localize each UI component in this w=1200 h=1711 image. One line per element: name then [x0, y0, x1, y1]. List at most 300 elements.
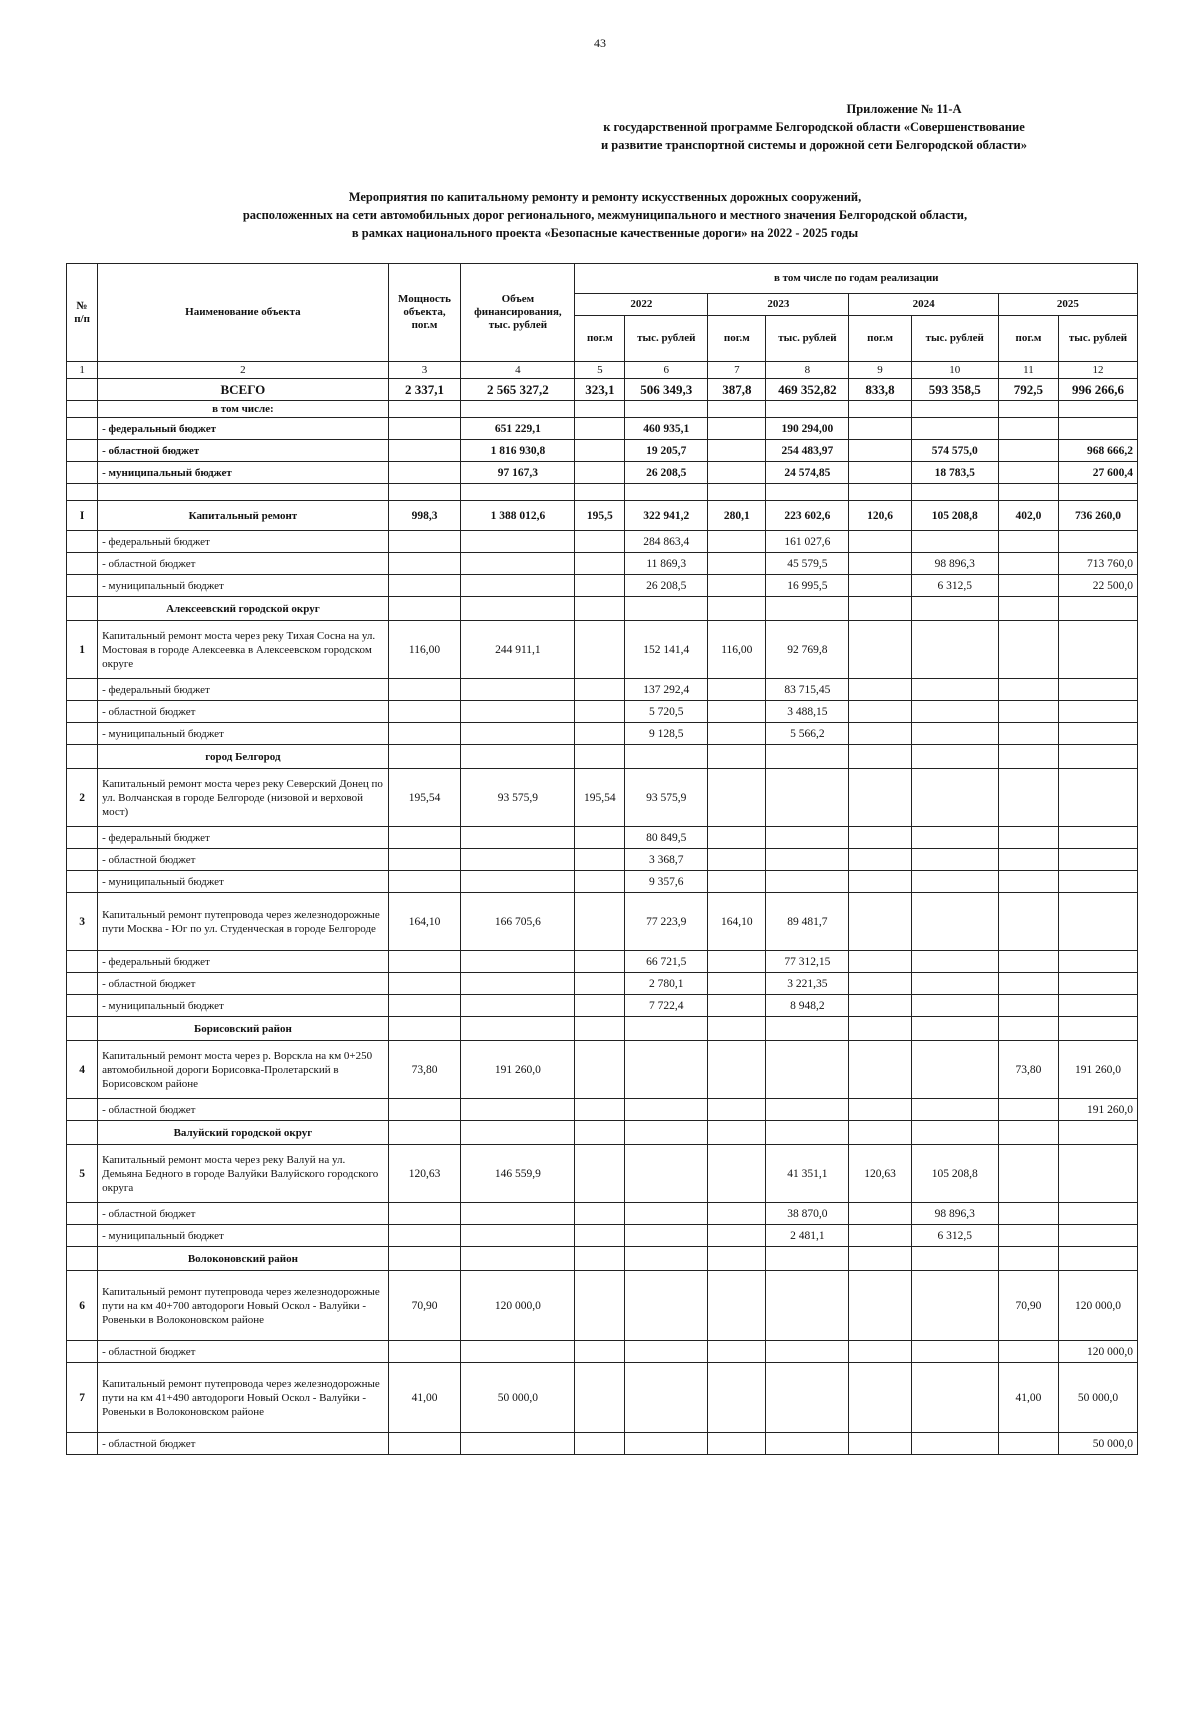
- value-cell: 3 488,15: [766, 701, 849, 723]
- value-cell: [625, 597, 708, 621]
- header-year: 2023: [708, 294, 849, 316]
- value-cell: [388, 1121, 461, 1145]
- row-number-cell: [67, 871, 98, 893]
- value-cell: [708, 1145, 766, 1203]
- value-cell: [575, 484, 625, 501]
- row-number-cell: [67, 745, 98, 769]
- value-cell: [388, 401, 461, 418]
- value-cell: [575, 701, 625, 723]
- row-number-cell: 1: [67, 621, 98, 679]
- value-cell: [911, 995, 998, 1017]
- value-cell: [1059, 531, 1138, 553]
- value-cell: [1059, 1247, 1138, 1271]
- value-cell: [388, 1247, 461, 1271]
- row-name-cell: - муниципальный бюджет: [98, 462, 389, 484]
- value-cell: [1059, 1145, 1138, 1203]
- row-name-cell: - областной бюджет: [98, 440, 389, 462]
- appendix-header: [514, 100, 1114, 154]
- value-cell: [766, 1271, 849, 1341]
- value-cell: [708, 575, 766, 597]
- value-cell: [388, 484, 461, 501]
- row-name-cell: Капитальный ремонт путепровода через железнодорожные пути на км 40+700 автодороги Новый Оскол - Валуйки - Ровеньки в Волоконовском районе: [98, 1271, 389, 1341]
- value-cell: [766, 1247, 849, 1271]
- value-cell: [849, 1203, 911, 1225]
- value-cell: 402,0: [998, 501, 1058, 531]
- value-cell: 254 483,97: [766, 440, 849, 462]
- value-cell: [911, 849, 998, 871]
- value-cell: 191 260,0: [1059, 1099, 1138, 1121]
- value-cell: [575, 679, 625, 701]
- value-cell: 24 574,85: [766, 462, 849, 484]
- column-number: 1: [67, 362, 98, 379]
- row-number-cell: [67, 440, 98, 462]
- value-cell: [625, 1247, 708, 1271]
- value-cell: [766, 401, 849, 418]
- value-cell: [849, 701, 911, 723]
- value-cell: [766, 1041, 849, 1099]
- value-cell: 164,10: [708, 893, 766, 951]
- value-cell: 16 995,5: [766, 575, 849, 597]
- value-cell: [766, 745, 849, 769]
- table-row-sub: [67, 1225, 1138, 1247]
- value-cell: [461, 1225, 575, 1247]
- value-cell: 2 565 327,2: [461, 379, 575, 401]
- value-cell: 98 896,3: [911, 553, 998, 575]
- row-name-cell: Капитальный ремонт: [98, 501, 389, 531]
- table-row-district: [67, 597, 1138, 621]
- value-cell: [849, 679, 911, 701]
- row-name-cell: - областной бюджет: [98, 1203, 389, 1225]
- value-cell: [708, 531, 766, 553]
- value-cell: [849, 1271, 911, 1341]
- value-cell: [625, 1203, 708, 1225]
- value-cell: [998, 418, 1058, 440]
- value-cell: [911, 951, 998, 973]
- row-number-cell: [67, 1121, 98, 1145]
- value-cell: [575, 597, 625, 621]
- row-number-cell: [67, 418, 98, 440]
- value-cell: 223 602,6: [766, 501, 849, 531]
- table-row-sub: [67, 1433, 1138, 1455]
- column-number: 8: [766, 362, 849, 379]
- row-name-cell: Капитальный ремонт путепровода через железнодорожные пути на км 41+490 автодороги Новый Оскол - Валуйки - Ровеньки в Волоконовском районе: [98, 1363, 389, 1433]
- value-cell: [388, 553, 461, 575]
- table-row-sub: [67, 1341, 1138, 1363]
- value-cell: [849, 621, 911, 679]
- value-cell: [388, 951, 461, 973]
- header-num: № п/п: [67, 264, 98, 362]
- appendix-line-1: Приложение № 11-А: [846, 102, 962, 116]
- header-unit-m: пог.м: [708, 316, 766, 362]
- value-cell: [461, 1017, 575, 1041]
- document-heading: [150, 188, 1060, 242]
- value-cell: [911, 871, 998, 893]
- value-cell: [849, 745, 911, 769]
- value-cell: [388, 440, 461, 462]
- row-name-cell: - федеральный бюджет: [98, 679, 389, 701]
- header-year: 2025: [998, 294, 1137, 316]
- value-cell: [849, 597, 911, 621]
- value-cell: [1059, 679, 1138, 701]
- value-cell: [461, 849, 575, 871]
- value-cell: [461, 531, 575, 553]
- value-cell: [388, 701, 461, 723]
- value-cell: [998, 745, 1058, 769]
- value-cell: [1059, 745, 1138, 769]
- value-cell: [388, 418, 461, 440]
- row-number-cell: 7: [67, 1363, 98, 1433]
- value-cell: [461, 1121, 575, 1145]
- value-cell: [766, 871, 849, 893]
- value-cell: [766, 597, 849, 621]
- value-cell: 73,80: [388, 1041, 461, 1099]
- value-cell: 116,00: [708, 621, 766, 679]
- value-cell: [461, 995, 575, 1017]
- value-cell: [708, 1271, 766, 1341]
- row-number-cell: [67, 597, 98, 621]
- value-cell: 574 575,0: [911, 440, 998, 462]
- value-cell: [911, 1041, 998, 1099]
- value-cell: [849, 1341, 911, 1363]
- header-year: 2024: [849, 294, 998, 316]
- row-name-cell: ВСЕГО: [98, 379, 389, 401]
- value-cell: [1059, 893, 1138, 951]
- value-cell: [849, 893, 911, 951]
- value-cell: [708, 745, 766, 769]
- table-row-sub: [67, 575, 1138, 597]
- value-cell: [1059, 701, 1138, 723]
- row-name-cell: - муниципальный бюджет: [98, 575, 389, 597]
- value-cell: [461, 1203, 575, 1225]
- value-cell: [575, 1433, 625, 1455]
- table-row-district: [67, 745, 1138, 769]
- value-cell: [461, 723, 575, 745]
- table-row-object: [67, 621, 1138, 679]
- row-number-cell: [67, 1247, 98, 1271]
- value-cell: 22 500,0: [1059, 575, 1138, 597]
- row-number-cell: [67, 1433, 98, 1455]
- column-numbers-row: [67, 362, 1138, 379]
- value-cell: [998, 1099, 1058, 1121]
- row-name-cell: Капитальный ремонт моста через реку Северский Донец по ул. Волчанская в городе Белгороде (низовой и верховой мост): [98, 769, 389, 827]
- value-cell: [849, 1433, 911, 1455]
- row-number-cell: [67, 1017, 98, 1041]
- row-name-cell: - федеральный бюджет: [98, 827, 389, 849]
- value-cell: [388, 531, 461, 553]
- value-cell: [575, 531, 625, 553]
- value-cell: 9 128,5: [625, 723, 708, 745]
- value-cell: 6 312,5: [911, 1225, 998, 1247]
- funding-table: [66, 263, 1138, 1455]
- value-cell: 713 760,0: [1059, 553, 1138, 575]
- value-cell: [388, 1099, 461, 1121]
- row-name-cell: Капитальный ремонт путепровода через железнодорожные пути Москва - Юг по ул. Студенческая в городе Белгороде: [98, 893, 389, 951]
- row-name-cell: Валуйский городской округ: [98, 1121, 389, 1145]
- header-unit-m: пог.м: [575, 316, 625, 362]
- value-cell: [625, 1225, 708, 1247]
- row-number-cell: [67, 1099, 98, 1121]
- row-name-cell: Алексеевский городской округ: [98, 597, 389, 621]
- value-cell: 73,80: [998, 1041, 1058, 1099]
- header-year: 2022: [575, 294, 708, 316]
- row-number-cell: 5: [67, 1145, 98, 1203]
- value-cell: 469 352,82: [766, 379, 849, 401]
- table-row-sub: [67, 827, 1138, 849]
- value-cell: [998, 973, 1058, 995]
- value-cell: 98 896,3: [911, 1203, 998, 1225]
- value-cell: [998, 462, 1058, 484]
- value-cell: [849, 553, 911, 575]
- value-cell: [849, 827, 911, 849]
- value-cell: 77 223,9: [625, 893, 708, 951]
- column-number: 10: [911, 362, 998, 379]
- value-cell: [388, 1341, 461, 1363]
- table-row-sub: [67, 679, 1138, 701]
- table-row-sub: [67, 701, 1138, 723]
- value-cell: [998, 1017, 1058, 1041]
- value-cell: 506 349,3: [625, 379, 708, 401]
- value-cell: 80 849,5: [625, 827, 708, 849]
- value-cell: [911, 418, 998, 440]
- value-cell: 191 260,0: [1059, 1041, 1138, 1099]
- value-cell: 593 358,5: [911, 379, 998, 401]
- row-number-cell: [67, 1225, 98, 1247]
- value-cell: 38 870,0: [766, 1203, 849, 1225]
- value-cell: 387,8: [708, 379, 766, 401]
- table-row-sub: [67, 973, 1138, 995]
- value-cell: [708, 973, 766, 995]
- value-cell: [1059, 871, 1138, 893]
- value-cell: [708, 1099, 766, 1121]
- value-cell: 996 266,6: [1059, 379, 1138, 401]
- value-cell: 26 208,5: [625, 575, 708, 597]
- row-name-cell: - федеральный бюджет: [98, 418, 389, 440]
- value-cell: 161 027,6: [766, 531, 849, 553]
- value-cell: 322 941,2: [625, 501, 708, 531]
- header-unit-rub: тыс. рублей: [911, 316, 998, 362]
- value-cell: [849, 1363, 911, 1433]
- row-number-cell: [67, 553, 98, 575]
- table-row-object: [67, 1363, 1138, 1433]
- value-cell: [708, 1247, 766, 1271]
- value-cell: [625, 1271, 708, 1341]
- value-cell: 26 208,5: [625, 462, 708, 484]
- value-cell: 66 721,5: [625, 951, 708, 973]
- value-cell: [708, 951, 766, 973]
- value-cell: 284 863,4: [625, 531, 708, 553]
- table-row-sub: [67, 1203, 1138, 1225]
- value-cell: [766, 1341, 849, 1363]
- row-name-cell: - муниципальный бюджет: [98, 871, 389, 893]
- value-cell: [461, 1247, 575, 1271]
- value-cell: [708, 679, 766, 701]
- value-cell: 5 566,2: [766, 723, 849, 745]
- value-cell: [849, 951, 911, 973]
- value-cell: [766, 827, 849, 849]
- value-cell: [911, 679, 998, 701]
- value-cell: [625, 401, 708, 418]
- value-cell: [708, 1341, 766, 1363]
- value-cell: [911, 401, 998, 418]
- value-cell: 70,90: [388, 1271, 461, 1341]
- row-number-cell: [67, 995, 98, 1017]
- value-cell: 195,54: [575, 769, 625, 827]
- value-cell: [388, 679, 461, 701]
- row-name-cell: Капитальный ремонт моста через р. Ворскла на км 0+250 автомобильной дороги Борисовка-Пролетарский в Борисовском районе: [98, 1041, 389, 1099]
- value-cell: [998, 951, 1058, 973]
- value-cell: [461, 484, 575, 501]
- value-cell: [911, 745, 998, 769]
- value-cell: [849, 1099, 911, 1121]
- value-cell: [575, 1099, 625, 1121]
- value-cell: 45 579,5: [766, 553, 849, 575]
- value-cell: 195,54: [388, 769, 461, 827]
- row-number-cell: [67, 575, 98, 597]
- value-cell: [849, 973, 911, 995]
- value-cell: 736 260,0: [1059, 501, 1138, 531]
- row-name-cell: - областной бюджет: [98, 553, 389, 575]
- heading-line-1: Мероприятия по капитальному ремонту и ремонту искусственных дорожных сооружений,: [348, 190, 862, 204]
- value-cell: [575, 1247, 625, 1271]
- value-cell: [849, 462, 911, 484]
- value-cell: [575, 827, 625, 849]
- column-number: 7: [708, 362, 766, 379]
- value-cell: [575, 462, 625, 484]
- value-cell: [388, 871, 461, 893]
- value-cell: [708, 440, 766, 462]
- value-cell: [998, 1145, 1058, 1203]
- value-cell: [911, 1099, 998, 1121]
- value-cell: 41,00: [388, 1363, 461, 1433]
- value-cell: [388, 745, 461, 769]
- value-cell: 1 816 930,8: [461, 440, 575, 462]
- table-row-blank: [67, 484, 1138, 501]
- value-cell: [849, 723, 911, 745]
- header-unit-m: пог.м: [849, 316, 911, 362]
- value-cell: [998, 440, 1058, 462]
- value-cell: [708, 1225, 766, 1247]
- value-cell: [849, 575, 911, 597]
- value-cell: [849, 418, 911, 440]
- table-row-sub: [67, 849, 1138, 871]
- value-cell: 120,63: [849, 1145, 911, 1203]
- value-cell: [998, 597, 1058, 621]
- row-number-cell: [67, 701, 98, 723]
- value-cell: 93 575,9: [461, 769, 575, 827]
- value-cell: 89 481,7: [766, 893, 849, 951]
- table-row-sub: [67, 723, 1138, 745]
- value-cell: [1059, 723, 1138, 745]
- row-number-cell: 3: [67, 893, 98, 951]
- value-cell: [625, 484, 708, 501]
- value-cell: [1059, 1017, 1138, 1041]
- value-cell: [575, 621, 625, 679]
- value-cell: [998, 849, 1058, 871]
- value-cell: [461, 701, 575, 723]
- value-cell: 92 769,8: [766, 621, 849, 679]
- value-cell: [766, 1363, 849, 1433]
- value-cell: [575, 1203, 625, 1225]
- value-cell: [849, 440, 911, 462]
- value-cell: [766, 849, 849, 871]
- value-cell: [625, 1099, 708, 1121]
- value-cell: [911, 531, 998, 553]
- value-cell: [849, 1121, 911, 1145]
- table-row-sub: [67, 553, 1138, 575]
- column-number: 12: [1059, 362, 1138, 379]
- row-name-cell: - федеральный бюджет: [98, 531, 389, 553]
- value-cell: [461, 827, 575, 849]
- value-cell: 50 000,0: [1059, 1433, 1138, 1455]
- value-cell: [461, 745, 575, 769]
- value-cell: [998, 1225, 1058, 1247]
- value-cell: [911, 1271, 998, 1341]
- value-cell: [1059, 484, 1138, 501]
- row-number-cell: [67, 827, 98, 849]
- value-cell: [708, 1203, 766, 1225]
- value-cell: [708, 827, 766, 849]
- value-cell: [1059, 1121, 1138, 1145]
- value-cell: 164,10: [388, 893, 461, 951]
- value-cell: [388, 827, 461, 849]
- value-cell: 105 208,8: [911, 1145, 998, 1203]
- value-cell: [998, 871, 1058, 893]
- value-cell: [575, 893, 625, 951]
- value-cell: 97 167,3: [461, 462, 575, 484]
- value-cell: [998, 893, 1058, 951]
- value-cell: [1059, 827, 1138, 849]
- value-cell: 2 780,1: [625, 973, 708, 995]
- value-cell: [1059, 418, 1138, 440]
- value-cell: [708, 769, 766, 827]
- value-cell: [998, 769, 1058, 827]
- value-cell: [625, 745, 708, 769]
- row-name-cell: - областной бюджет: [98, 973, 389, 995]
- value-cell: 152 141,4: [625, 621, 708, 679]
- value-cell: [1059, 769, 1138, 827]
- value-cell: [911, 973, 998, 995]
- row-number-cell: [67, 401, 98, 418]
- header-unit-rub: тыс. рублей: [1059, 316, 1138, 362]
- value-cell: [461, 553, 575, 575]
- value-cell: [575, 871, 625, 893]
- value-cell: 460 935,1: [625, 418, 708, 440]
- value-cell: [911, 1017, 998, 1041]
- value-cell: [461, 597, 575, 621]
- value-cell: 50 000,0: [1059, 1363, 1138, 1433]
- value-cell: [1059, 1203, 1138, 1225]
- table-row-object: [67, 769, 1138, 827]
- row-number-cell: [67, 1341, 98, 1363]
- table-row-bsub: [67, 462, 1138, 484]
- value-cell: [849, 849, 911, 871]
- value-cell: [911, 484, 998, 501]
- row-number-cell: [67, 379, 98, 401]
- value-cell: [625, 1145, 708, 1203]
- header-unit-m: пог.м: [998, 316, 1058, 362]
- row-name-cell: Борисовский район: [98, 1017, 389, 1041]
- value-cell: 120 000,0: [1059, 1271, 1138, 1341]
- table-row-sub: [67, 871, 1138, 893]
- row-name-cell: город Белгород: [98, 745, 389, 769]
- value-cell: [1059, 951, 1138, 973]
- value-cell: [849, 769, 911, 827]
- row-number-cell: 2: [67, 769, 98, 827]
- value-cell: 83 715,45: [766, 679, 849, 701]
- table-row-label: [67, 401, 1138, 418]
- column-number: 11: [998, 362, 1058, 379]
- row-name-cell: - муниципальный бюджет: [98, 995, 389, 1017]
